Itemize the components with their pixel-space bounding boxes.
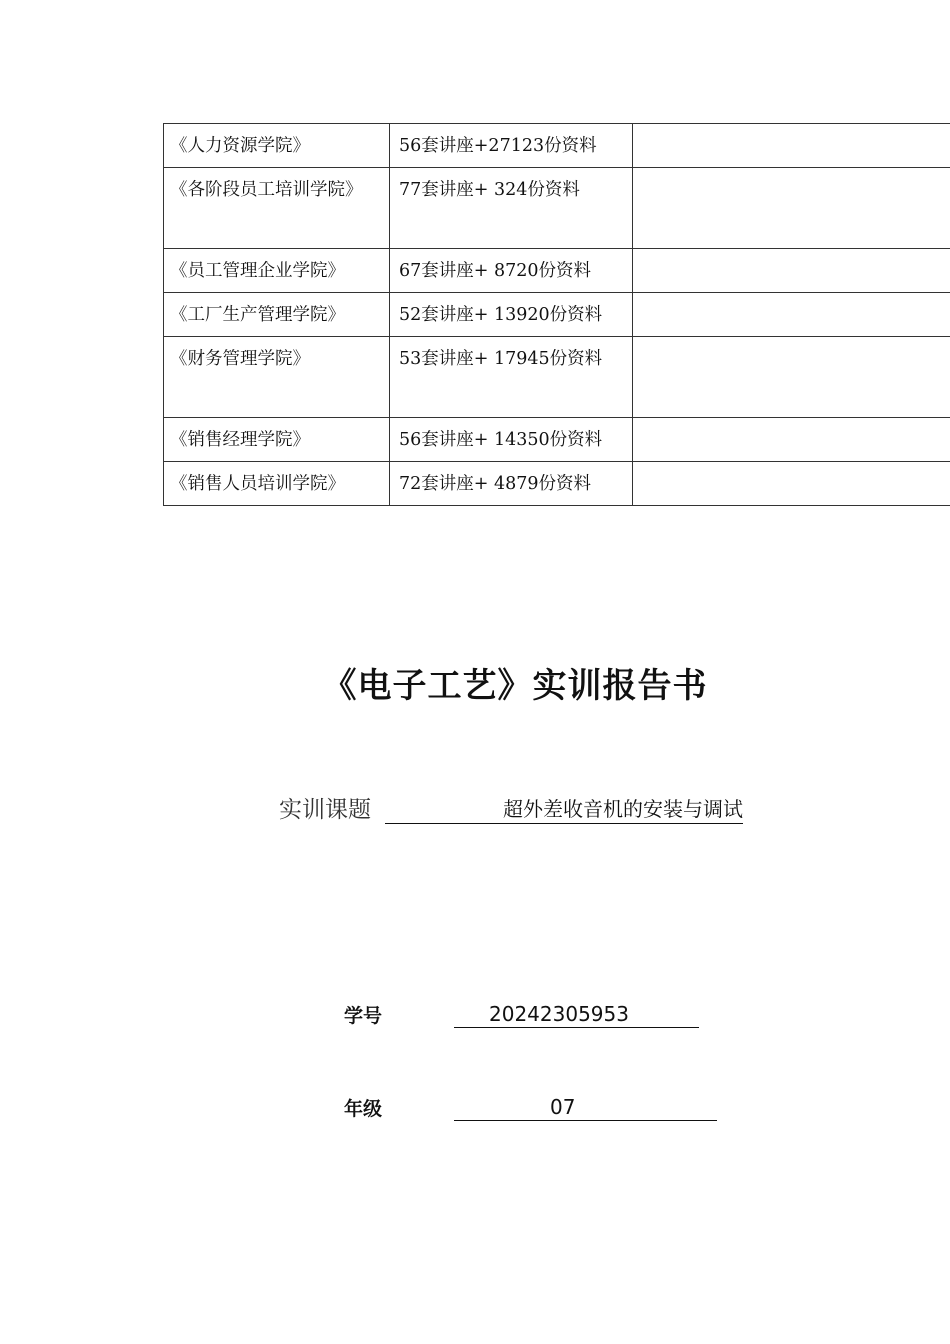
resource-count: 53套讲座+ 17945份资料 — [390, 337, 633, 418]
resource-count: 52套讲座+ 13920份资料 — [390, 293, 633, 337]
resource-table — [163, 123, 950, 506]
student-id-row — [344, 1001, 699, 1028]
table-row — [164, 124, 950, 168]
academy-name: 《员工管理企业学院》 — [164, 249, 390, 293]
note-cell — [633, 168, 950, 249]
grade-label: 年级 — [344, 1098, 383, 1120]
student-id-label: 学号 — [344, 1005, 383, 1027]
table-row — [164, 249, 950, 293]
table-row — [164, 168, 950, 249]
academy-name: 《人力资源学院》 — [164, 124, 390, 168]
resource-count: 56套讲座+ 14350份资料 — [390, 418, 633, 462]
academy-name: 《销售经理学院》 — [164, 418, 390, 462]
student-id-value: 20242305953 — [454, 1001, 699, 1028]
grade-value: 07 — [454, 1094, 717, 1121]
topic-label: 实训课题 — [279, 797, 371, 823]
note-cell — [633, 462, 950, 506]
note-cell — [633, 337, 950, 418]
report-title: 《电子工艺》实训报告书 — [322, 666, 708, 706]
table-row — [164, 418, 950, 462]
resource-count: 67套讲座+ 8720份资料 — [390, 249, 633, 293]
table-row — [164, 337, 950, 418]
table-row — [164, 293, 950, 337]
note-cell — [633, 249, 950, 293]
resource-count: 72套讲座+ 4879份资料 — [390, 462, 633, 506]
note-cell — [633, 418, 950, 462]
academy-name: 《财务管理学院》 — [164, 337, 390, 418]
note-cell — [633, 124, 950, 168]
table-row — [164, 462, 950, 506]
resource-count: 56套讲座+27123份资料 — [390, 124, 633, 168]
grade-row — [344, 1094, 717, 1121]
topic-value: 超外差收音机的安装与调试 — [385, 795, 743, 824]
resource-count: 77套讲座+ 324份资料 — [390, 168, 633, 249]
academy-name: 《销售人员培训学院》 — [164, 462, 390, 506]
academy-name: 《各阶段员工培训学院》 — [164, 168, 390, 249]
academy-name: 《工厂生产管理学院》 — [164, 293, 390, 337]
note-cell — [633, 293, 950, 337]
topic-row — [279, 791, 743, 825]
